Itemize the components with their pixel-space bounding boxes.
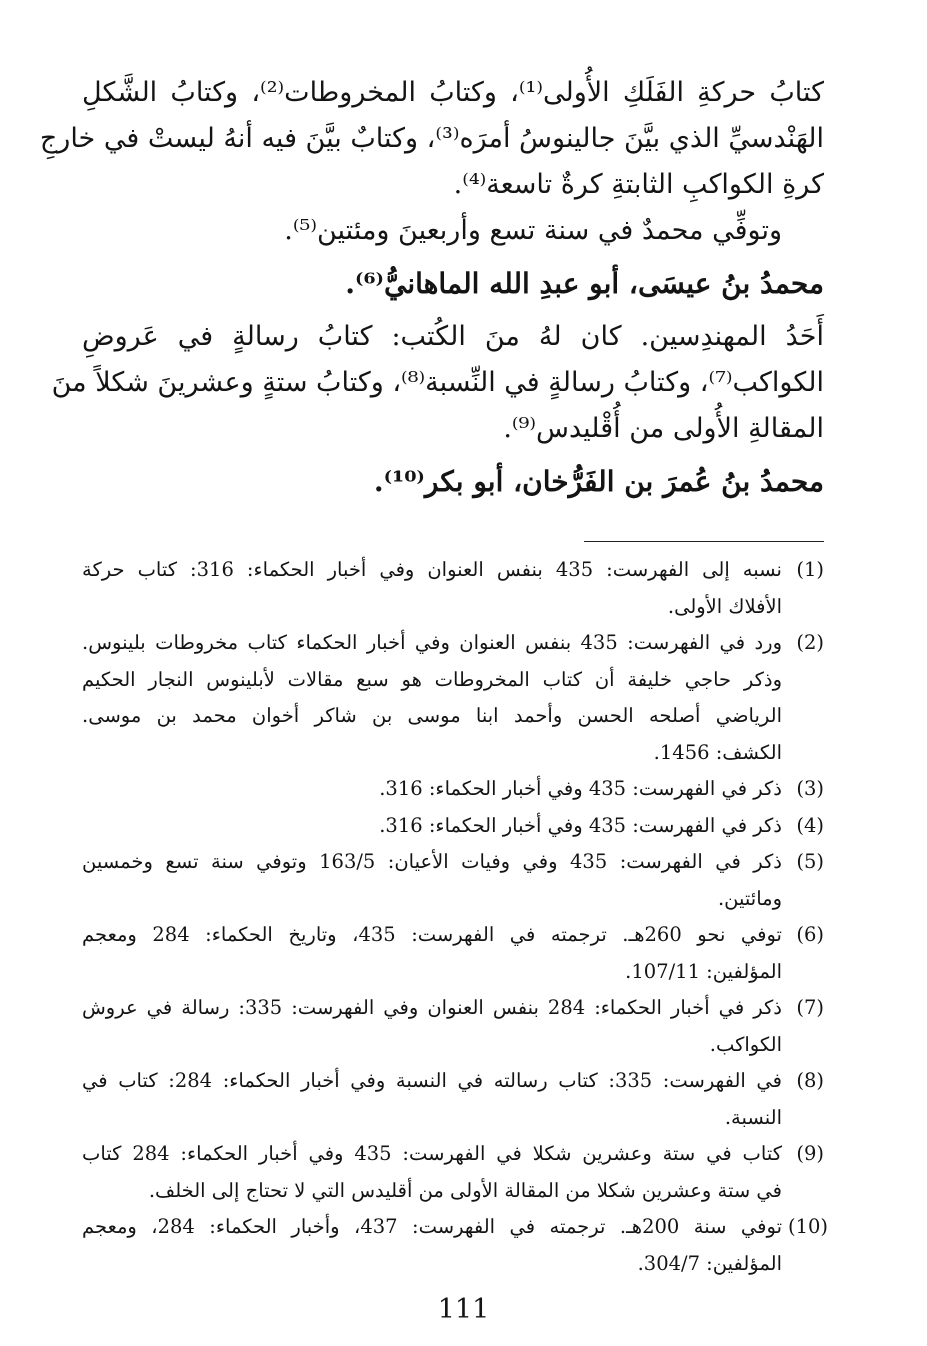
body-line: أَحَدُ المهندِسين. كان لهُ منَ الكُتب: كتابُ رسالةٍ في عَروضِ	[82, 321, 824, 352]
footnote-line: نسبه إلى الفهرست: 435 بنفس العنوان وفي أخبار الحكماء: 316: كتاب حركة	[82, 558, 782, 581]
footnote-line: الرياضي أصلحه الحسن وأحمد ابنا موسى بن شاكر أخوان محمد بن موسى.	[82, 704, 782, 727]
footnote	[82, 844, 824, 917]
footnote-line: ذكر في الفهرست: 435 وفي وفيات الأعيان: 163/5 وتوفي سنة تسع وخمسين	[82, 850, 782, 873]
footnote-line: الكواكب.	[709, 1032, 782, 1056]
footnote-number: (4)	[796, 813, 824, 837]
footnote-line: توفي سنة 200هـ. ترجمته في الفهرست: 437، وأخبار الحكماء: 284، ومعجم	[82, 1215, 782, 1238]
footnote-line: الكشف: 1456.	[653, 740, 782, 764]
footnote-number: (1)	[796, 558, 824, 581]
body-line: الكواكب⁽⁷⁾، وكتابُ رسالةٍ في النِّسبة⁽⁸⁾، وكتابُ ستةٍ وعشرينَ شكلاً منَ	[51, 367, 824, 398]
footnote-number: (6)	[796, 923, 824, 946]
footnote-line: ذكر في الفهرست: 435 وفي أخبار الحكماء: 316.	[379, 777, 782, 800]
body-line: كتابُ حركةِ الفَلَكِ الأُولى⁽¹⁾، وكتابُ المخروطات⁽²⁾، وكتابُ الشَّكلِ	[82, 77, 824, 108]
footnote-line: ومائتين.	[717, 886, 782, 910]
footnote-separator	[584, 541, 824, 542]
footnote-line: ذكر في الفهرست: 435 وفي أخبار الحكماء: 316.	[379, 813, 782, 837]
page-number: 111	[437, 1294, 490, 1325]
footnote-line: كتاب في ستة وعشرين شكلا في الفهرست: 435 وفي أخبار الحكماء: 284 كتاب	[82, 1142, 782, 1165]
footnote	[82, 1136, 824, 1209]
footnote	[82, 990, 824, 1063]
footnote-line: ذكر في أخبار الحكماء: 284 بنفس العنوان وفي الفهرست: 335: رسالة في عروش	[82, 996, 782, 1019]
footnote-line: وذكر حاجي خليفة أن كتاب المخروطات هو سبع مقالات لأبلينوس النجار الحكيم	[82, 667, 782, 691]
footnote-line: في الفهرست: 335: كتاب رسالته في النسبة وفي أخبار الحكماء: 284: كتاب في	[82, 1069, 783, 1092]
footnotes	[82, 552, 829, 1282]
entry-heading: محمدُ بنُ عيسَى، أبو عبدِ الله الماهانيُّ⁽⁶⁾.	[345, 267, 824, 300]
body-line: الهَنْدسيِّ الذي بيَّنَ جالينوسُ أمرَه⁽³⁾، وكتابٌ بيَّنَ فيه أنهُ ليستْ في خارجِ	[39, 123, 824, 154]
footnote	[82, 771, 824, 808]
footnote	[82, 1063, 824, 1136]
footnote-line: ورد في الفهرست: 435 بنفس العنوان وفي أخبار الحكماء كتاب مخروطات بلينوس.	[82, 631, 782, 654]
footnote-line: النسبة.	[724, 1105, 782, 1129]
footnote-line: في ستة وعشرين شكلا من المقالة الأولى من أقليدس التي لا تحتاج إلى الخلف.	[148, 1178, 782, 1202]
footnote	[82, 1209, 829, 1282]
footnote-number: (2)	[796, 631, 824, 654]
footnote	[82, 625, 824, 771]
footnote	[82, 917, 824, 990]
footnote-line: الأفلاك الأولى.	[667, 594, 782, 618]
main-text	[39, 70, 824, 512]
footnote-number: (7)	[796, 996, 824, 1019]
footnote-line: المؤلفين: 304/7.	[637, 1251, 782, 1275]
footnote-number: (8)	[796, 1069, 824, 1092]
footnote	[82, 808, 824, 845]
footnote-number: (3)	[796, 777, 824, 800]
body-line: المقالةِ الأُولى من أُقْليدس⁽⁹⁾.	[503, 413, 824, 444]
footnote-line: المؤلفين: 107/11.	[625, 959, 782, 983]
footnote-number: (10)	[788, 1215, 829, 1238]
footnote	[82, 552, 824, 625]
footnote-line: توفي نحو 260هـ. ترجمته في الفهرست: 435، وتاريخ الحكماء: 284 ومعجم	[82, 923, 782, 946]
body-line: كرةِ الكواكبِ الثابتةِ كرةٌ تاسعة⁽⁴⁾.	[453, 169, 824, 200]
body-line: وتوفِّي محمدٌ في سنة تسع وأربعينَ ومئتين⁽⁵⁾.	[284, 215, 782, 246]
entry-heading: محمدُ بنُ عُمرَ بن الفَرُّخان، أبو بكر⁽¹⁰⁾.	[373, 465, 824, 498]
footnote-number: (5)	[796, 850, 824, 873]
footnote-number: (9)	[796, 1142, 824, 1165]
